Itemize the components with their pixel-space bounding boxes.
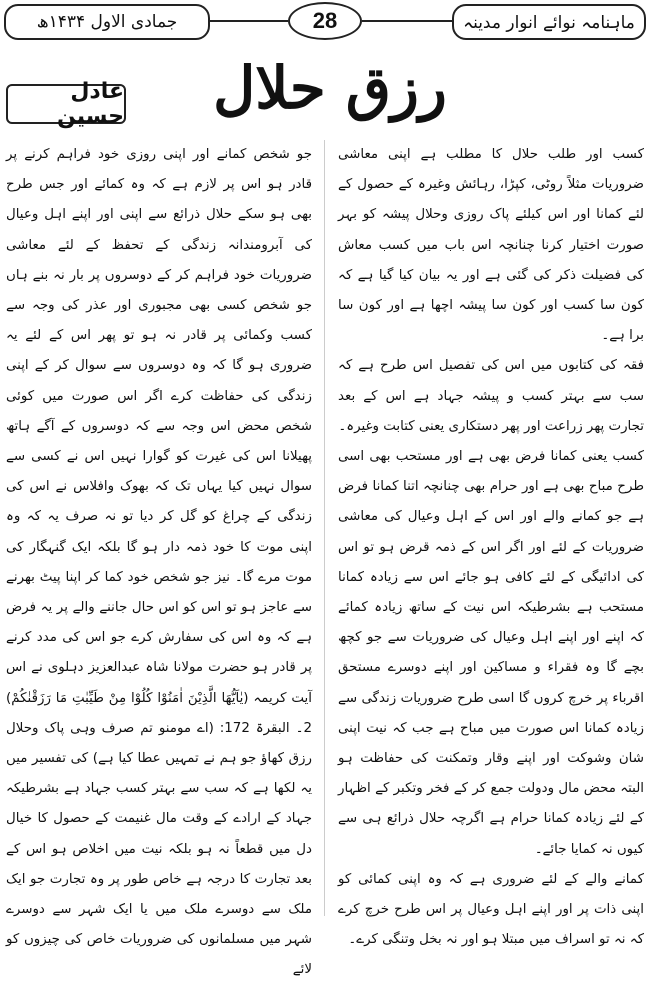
article-title: رزق حلال: [213, 54, 447, 122]
paragraph: کسب اور طلب حلال کا مطلب ہے اپنی معاشی ضروریات مثلاً روٹی، کپڑا، رہائش وغیرہ کے حصول کے لئے کمانا اور اس کیلئے پاک روزی وحلال پیشہ کو بہر صورت اختیار کرنا چنانچہ اس باب میں کسب معاش کی فضیلت ذکر کی گئی ہے اور یہ بیان کیا گیا ہے کہ کون سا کسب اور کون سا پیشہ اچھا ہے اور کون سا برا ہے۔: [338, 147, 644, 344]
paragraph: کمانے والے کے لئے ضروری ہے کہ وہ اپنی کمائی کو اپنی ذات پر اور اپنے اہل وعیال پر اس طرح خرچ کرے کہ نہ تو اسراف میں مبتلا ہو اور نہ بخل وتنگی کرے۔: [338, 871, 644, 948]
paragraph: کسب یعنی کمانا فرض بھی ہے اور مستحب بھی اسی طرح مباح بھی ہے اور حرام بھی چنانچہ اتنا کمانا فرض ہے جو کمانے والے اور اس کے اہل وعیال کی معاشی ضروریات کے لئے اور اگر اس کے ذمہ قرض ہو تو اس کی ادائیگی کے لئے کافی ہو جائے اس سے زیادہ کمانا مستحب ہے بشرطیکہ اس نیت کے ساتھ زیادہ کمائے کہ اپنے اور اپنے اہل وعیال کی ضروریات سے جو کچھ بچے گا وہ فقراء و مساکین اور اپنے دوسرے مستحق اقرباء پر خرچ کروں گا اسی طرح ضروریات زندگی سے زیادہ کمانا اس صورت میں مباح ہے جب کہ نیت اپنی شان وشوکت اور اپنے وقار وتمکنت کی حفاظت ہو البتہ محض مال ودولت جمع کر کے فخر وتکبر کے اظہار کے لئے زیادہ کمانا حرام ہے اگرچہ حلال ذرائع ہی سے کیوں نہ کمایا جائے۔: [338, 449, 644, 857]
header-rule-right: [362, 20, 452, 22]
right-column: [338, 140, 644, 948]
page-number: 28: [288, 2, 362, 40]
header-rule-left: [210, 20, 288, 22]
magazine-name: ماہنامہ نوائے انوار مدینہ: [452, 4, 646, 40]
column-divider: [324, 140, 325, 916]
page-header: [0, 0, 650, 48]
paragraph: فقہ کی کتابوں میں اس کی تفصیل اس طرح ہے کہ سب سے بہتر کسب و پیشہ جہاد ہے اس کے بعد تجارت پھر زراعت اور پھر دستکاری یعنی کتابت وغیرہ۔: [338, 358, 644, 434]
author-name: عادل حسین: [6, 84, 126, 124]
paragraph: جو شخص کمانے اور اپنی روزی خود فراہم کرنے پر قادر ہو اس پر لازم ہے کہ وہ کمائے اور جس طرح بھی ہو سکے حلال ذرائع سے اپنی اور اپنے اہل وعیال کی آبرومندانہ زندگی کے تحفظ کے لئے معاشی ضروریات خود فراہم کر کے دوسروں پر بار نہ بنے ہاں جو شخص کسی بھی مجبوری اور عذر کی وجہ سے کسب وکمائی پر قادر نہ ہو تو پھر اس کے لئے یہ ضروری ہو گا کہ وہ دوسروں سے سوال کر کے اپنی زندگی کی حفاظت کرے اگر اس صورت میں کوئی شخص محض اس وجہ سے کہ دوسروں کے آگے ہاتھ پھیلانا اس کی غیرت کو گوارا نہیں اس نے کسی سے سوال نہیں کیا یہاں تک کہ بھوک وافلاس نے اس کی زندگی کے چراغ کو گل کر دیا تو نہ صرف یہ کہ وہ اپنی موت کا خود ذمہ دار ہو گا بلکہ ایک گنہگار کی موت مرے گا۔ نیز جو شخص خود کما کر اپنا پیٹ بھرنے سے عاجز ہو تو اس کو اس حال جاننے والے پر یہ فرض ہے کہ وہ اس کی سفارش کرے جو اس کی مدد کرنے پر قادر ہو حضرت مولانا شاہ عبدالعزیز دہلوی نے اس آیت کریمہ (یٰاَیُّھَا الَّذِیْنَ اٰمَنُوْا کُلُوْا مِنْ طَیِّبٰتِ مَا رَزَقْنٰکُمْ) 2۔ البقرۃ 172: (اے مومنو تم صرف وہی پاک وحلال رزق کھاؤ جو ہم نے تمہیں عطا کیا ہے) کی تفسیر میں یہ لکھا ہے کہ سب سے بہتر کسب جہاد ہے بشرطیکہ جہاد کے ارادے کے وقت مال غنیمت کے حصول کا خیال دل میں قطعاً نہ ہو بلکہ نیت میں اخلاص ہو اس کے بعد تجارت کا درجہ ہے خاص طور پر وہ تجارت جو ایک ملک سے دوسرے ملک میں یا ایک شہر سے دوسرے شہر میں مسلمانوں کی ضروریات خاص کی چیزوں کو لائے: [6, 147, 312, 978]
issue-date: جمادی الاول ۱۴۳۴ھ: [4, 4, 210, 40]
left-column: [6, 140, 312, 978]
